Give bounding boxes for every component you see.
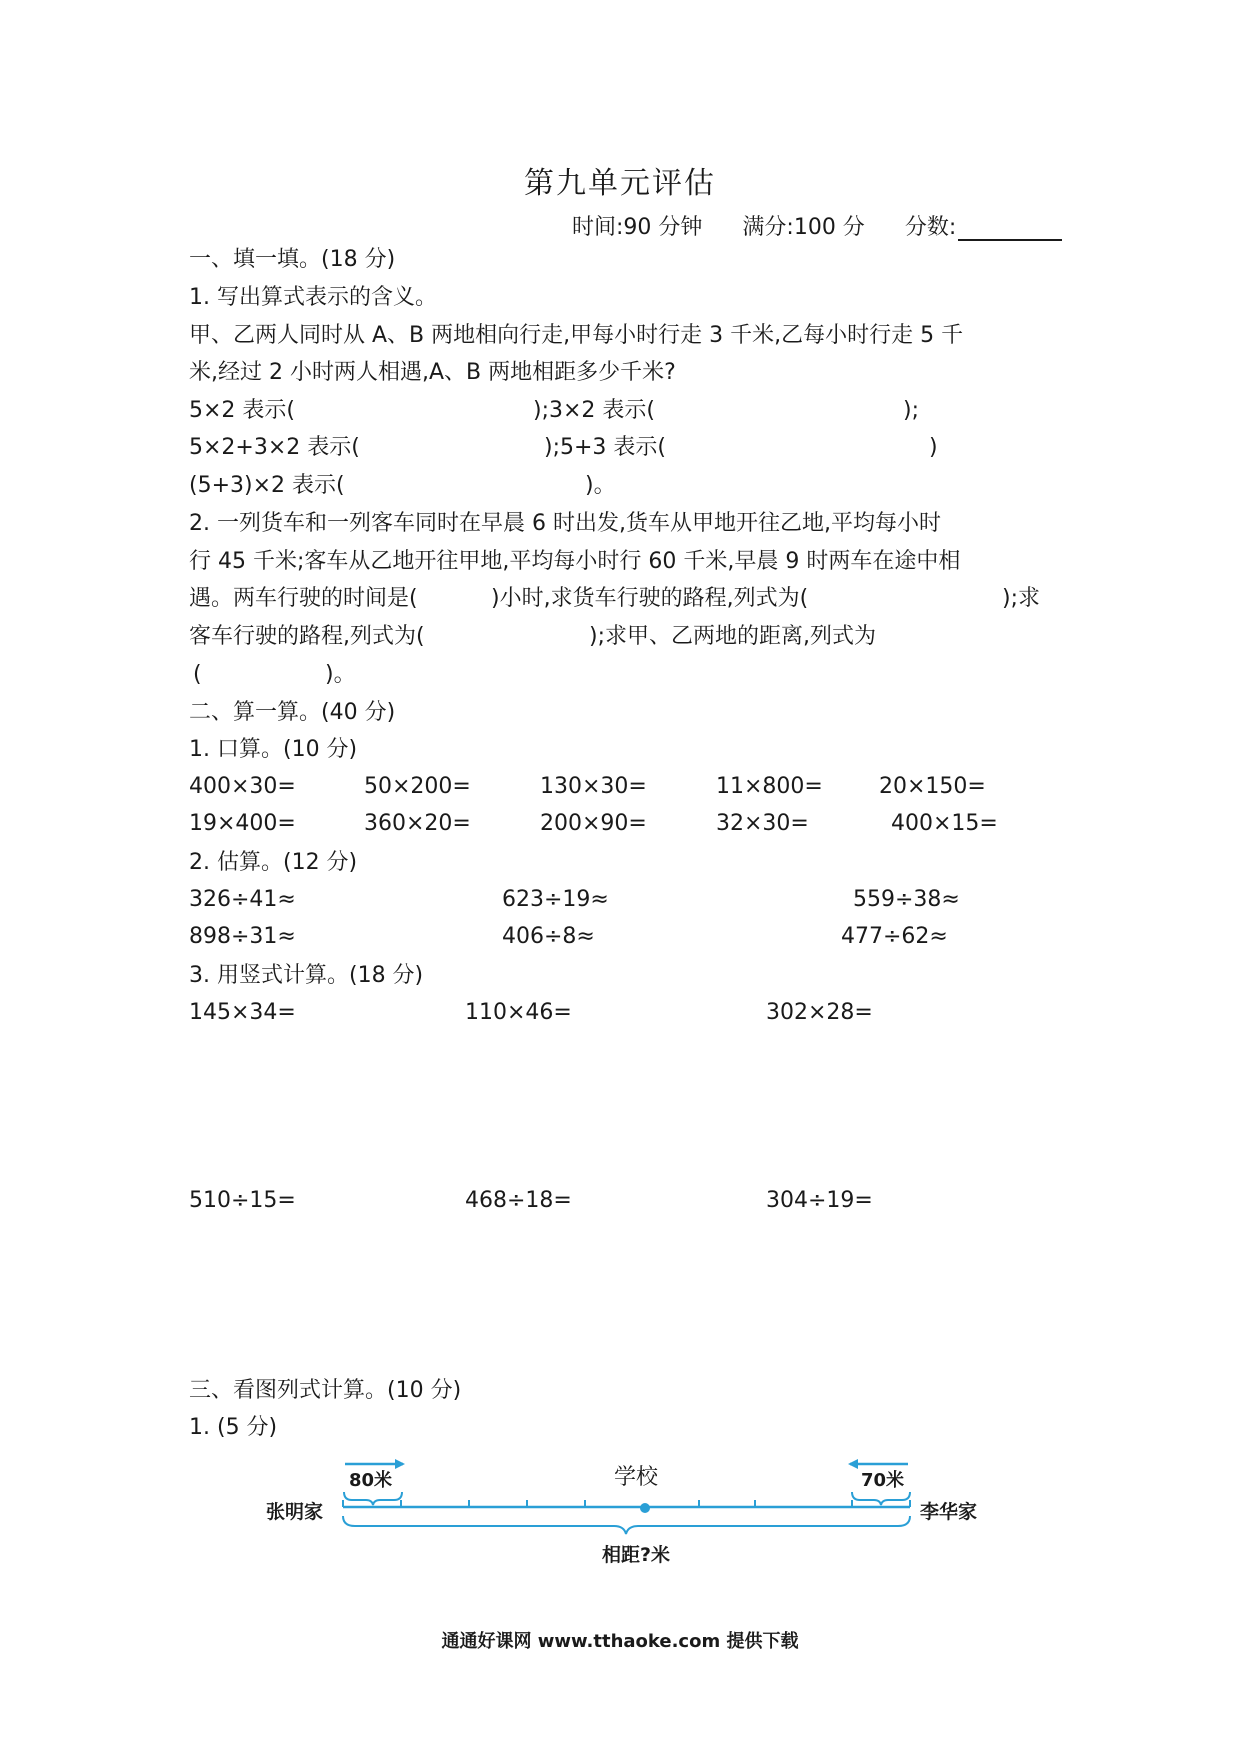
q1-row3-a: (5+3)×2 表示( [189, 473, 345, 498]
oral-label: 1. 口算。(10 分) [189, 737, 358, 762]
q1-text-line1: 甲、乙两人同时从 A、B 两地相向行走,甲每小时行走 3 千米,乙每小时行走 5 千 [189, 323, 964, 348]
oral-item: 360×20= [364, 811, 471, 836]
estimate-item: 559÷38≈ [853, 887, 960, 912]
part2-heading: 二、算一算。(40 分) [189, 700, 396, 725]
school-dot [640, 1503, 650, 1513]
oral-item: 400×15= [891, 811, 998, 836]
q2-line4-a: 客车行驶的路程,列式为( [189, 624, 425, 649]
vertical-calc-item: 468÷18= [465, 1188, 572, 1213]
estimate-label: 2. 估算。(12 分) [189, 850, 358, 875]
estimate-item: 406÷8≈ [502, 924, 595, 949]
q2-line5-a: ( [193, 662, 202, 687]
total-distance-label: 相距?米 [602, 1544, 671, 1566]
right-arrow-head [848, 1459, 858, 1469]
right-home-label: 李华家 [920, 1501, 978, 1523]
oral-item: 130×30= [540, 774, 647, 799]
vertical-calc-label: 3. 用竖式计算。(18 分) [189, 963, 424, 988]
left-brace [344, 1492, 402, 1505]
page-title: 第九单元评估 [524, 166, 716, 201]
q1-row1-b: );3×2 表示( [533, 398, 655, 423]
q1-row1-c: ); [903, 398, 919, 423]
q1-row2-a: 5×2+3×2 表示( [189, 435, 360, 460]
oral-item: 400×30= [189, 774, 296, 799]
q1-row1-a: 5×2 表示( [189, 398, 296, 423]
q2-line3-c: );求 [1002, 586, 1040, 611]
score-label: 分数: [904, 215, 957, 240]
total-distance-brace [343, 1516, 910, 1534]
vertical-calc-item: 510÷15= [189, 1188, 296, 1213]
q2-line4-b: );求甲、乙两地的距离,列式为 [589, 624, 876, 649]
estimate-item: 477÷62≈ [841, 924, 948, 949]
oral-item: 50×200= [364, 774, 471, 799]
time-limit: 时间:90 分钟 [572, 215, 703, 240]
right-brace [852, 1492, 910, 1505]
footer-credit: 通通好课网 www.tthaoke.com 提供下载 [441, 1631, 799, 1652]
left-speed-label: 80米 [349, 1470, 393, 1491]
right-speed-label: 70米 [861, 1470, 905, 1491]
part3-q1-label: 1. (5 分) [189, 1415, 278, 1440]
q2-line5-b: )。 [325, 662, 356, 687]
oral-item: 32×30= [716, 811, 809, 836]
full-score: 满分:100 分 [742, 215, 865, 240]
part1-heading: 一、填一填。(18 分) [189, 247, 396, 272]
q1-row2-b: );5+3 表示( [544, 435, 666, 460]
oral-item: 200×90= [540, 811, 647, 836]
q2-line3-a: 遇。两车行驶的时间是( [189, 586, 418, 611]
q1-row3-b: )。 [585, 473, 616, 498]
q1-text-line2: 米,经过 2 小时两人相遇,A、B 两地相距多少千米? [189, 360, 676, 385]
q1-row2-c: ) [929, 435, 938, 460]
q2-line3-b: )小时,求货车行驶的路程,列式为( [491, 586, 809, 611]
vertical-calc-item: 145×34= [189, 1000, 296, 1025]
part3-heading: 三、看图列式计算。(10 分) [189, 1378, 462, 1403]
q2-line1: 2. 一列货车和一列客车同时在早晨 6 时出发,货车从甲地开往乙地,平均每小时 [189, 511, 941, 536]
oral-item: 11×800= [716, 774, 823, 799]
q2-line2: 行 45 千米;客车从乙地开往甲地,平均每小时行 60 千米,早晨 9 时两车在途中相 [189, 549, 961, 574]
estimate-item: 326÷41≈ [189, 887, 296, 912]
school-label: 学校 [614, 1465, 659, 1490]
estimate-item: 898÷31≈ [189, 924, 296, 949]
estimate-item: 623÷19≈ [502, 887, 609, 912]
q1-label: 1. 写出算式表示的含义。 [189, 285, 437, 310]
oral-item: 19×400= [189, 811, 296, 836]
vertical-calc-item: 110×46= [465, 1000, 572, 1025]
left-home-label: 张明家 [266, 1501, 324, 1523]
oral-item: 20×150= [879, 774, 986, 799]
left-arrow-head [395, 1459, 405, 1469]
vertical-calc-item: 302×28= [766, 1000, 873, 1025]
vertical-calc-item: 304÷19= [766, 1188, 873, 1213]
